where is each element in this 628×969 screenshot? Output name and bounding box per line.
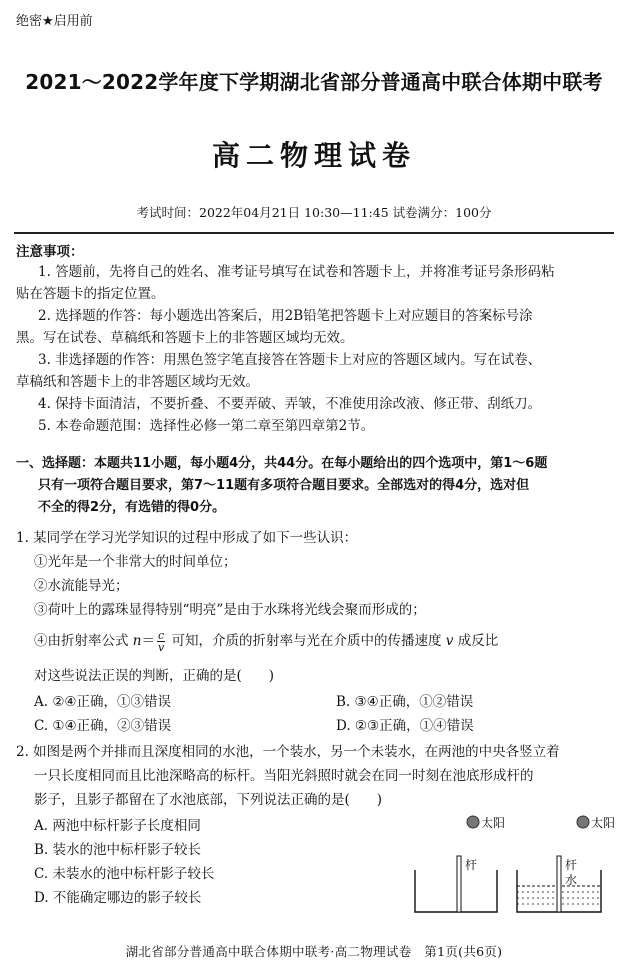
header-divider <box>14 232 614 234</box>
notes-line: 贴在答题卡的指定位置。 <box>16 286 165 302</box>
q2-option-a[interactable]: A. 两池中标杆影子长度相同 <box>34 818 201 834</box>
question-2-stem: 2. 如图是两个并排而且深度相同的水池，一个装水，另一个未装水，在两池的中央各竖立着 <box>16 744 560 760</box>
q2-option-d[interactable]: D. 不能确定哪边的影子较长 <box>34 890 202 906</box>
q1-statement-formula <box>34 630 628 653</box>
notes-line: 2. 选择题的作答：每小题选出答案后，用2B铅笔把答题卡上对应题目的答案标号涂 <box>38 308 533 324</box>
pole-label-left: 杆 <box>465 858 478 872</box>
sun-icon-right <box>577 816 589 828</box>
formula-eq: ＝ <box>141 633 155 649</box>
section-instructions: 一、选择题：本题共11小题，每小题4分，共44分。在每小题给出的四个选项中，第1～6题 <box>16 456 548 471</box>
formula-text: ④由折射率公式 <box>34 633 133 649</box>
page-footer: 湖北省部分普通高中联合体期中联考·高二物理试卷 第1页(共6页) <box>125 944 503 959</box>
sun-label-left: 太阳 <box>481 816 506 830</box>
sun-icon-left <box>467 816 479 828</box>
formula-var-v: v <box>445 633 454 649</box>
q1-option-a[interactable]: A. ②④正确，①③错误 <box>34 694 172 710</box>
q1-statement: ③荷叶上的露珠显得特别“明亮”是由于水珠将光线会聚而形成的； <box>34 602 426 618</box>
question-2-stem: 一只长度相同而且比池深略高的标杆。当阳光斜照时就会在同一时刻在池底形成杆的 <box>34 768 534 784</box>
paper-title: 高二物理试卷 <box>211 139 416 172</box>
notes-line: 3. 非选择题的作答：用黑色签字笔直接答在答题卡上对应的答题区域内。写在试卷、 <box>38 352 542 368</box>
pole-left <box>457 856 461 912</box>
empty-pool <box>415 870 497 912</box>
q1-ask: 对这些说法正误的判断，正确的是( ) <box>34 668 275 684</box>
exam-title: 2021～2022学年度下学期湖北省部分普通高中联合体期中联考 <box>25 70 603 94</box>
question-2-stem: 影子，且影子都留在了水池底部，下列说法正确的是( ) <box>34 792 383 808</box>
pole-right <box>557 856 561 912</box>
q1-statement: ①光年是一个非常大的时间单位； <box>34 554 237 570</box>
section-instructions: 只有一项符合题目要求，第7～11题有多项符合题目要求。全部选对的得4分，选对但 <box>38 478 530 493</box>
pole-label-right: 杆 <box>565 858 578 872</box>
sun-label-right: 太阳 <box>591 816 616 830</box>
question-1-stem: 1. 某同学在学习光学知识的过程中形成了如下一些认识： <box>16 530 358 546</box>
notes-line: 草稿纸和答题卡上的非答题区域均无效。 <box>16 374 259 390</box>
notes-line: 4. 保持卡面清洁，不要折叠、不要弄破、弄皱，不准使用涂改液、修正带、刮纸刀。 <box>38 396 542 412</box>
formula-text: 成反比 <box>453 633 499 649</box>
water-label: 水 <box>565 873 578 887</box>
notes-line: 黑。写在试卷、草稿纸和答题卡上的非答题区域均无效。 <box>16 330 354 346</box>
q1-option-b[interactable]: B. ③④正确，①②错误 <box>336 694 474 710</box>
notes-title: 注意事项： <box>16 244 84 260</box>
fraction-numerator: c <box>158 629 165 642</box>
formula-text: 可知，介质的折射率与光在介质中的传播速度 <box>167 633 446 649</box>
q2-option-c[interactable]: C. 未装水的池中标杆影子较长 <box>34 866 215 882</box>
secret-mark: 绝密★启用前 <box>16 14 93 29</box>
formula-fraction <box>157 630 165 653</box>
q1-option-d[interactable]: D. ②③正确，①④错误 <box>336 718 474 734</box>
formula-var-n: n <box>132 633 142 649</box>
exam-info: 考试时间：2022年04月21日 10:30—11:45 试卷满分：100分 <box>136 205 492 220</box>
fraction-denominator: v <box>157 641 165 654</box>
q1-statement: ②水流能导光； <box>34 578 129 594</box>
q1-option-c[interactable]: C. ①④正确，②③错误 <box>34 718 172 734</box>
notes-line: 1. 答题前，先将自己的姓名、准考证号填写在试卷和答题卡上，并将准考证号条形码粘 <box>38 264 555 280</box>
q2-option-b[interactable]: B. 装水的池中标杆影子较长 <box>34 842 202 858</box>
section-instructions: 不全的得2分，有选错的得0分。 <box>38 500 226 515</box>
pool-figure <box>405 812 625 918</box>
notes-line: 5. 本卷命题范围：选择性必修一第二章至第四章第2节。 <box>38 418 375 434</box>
